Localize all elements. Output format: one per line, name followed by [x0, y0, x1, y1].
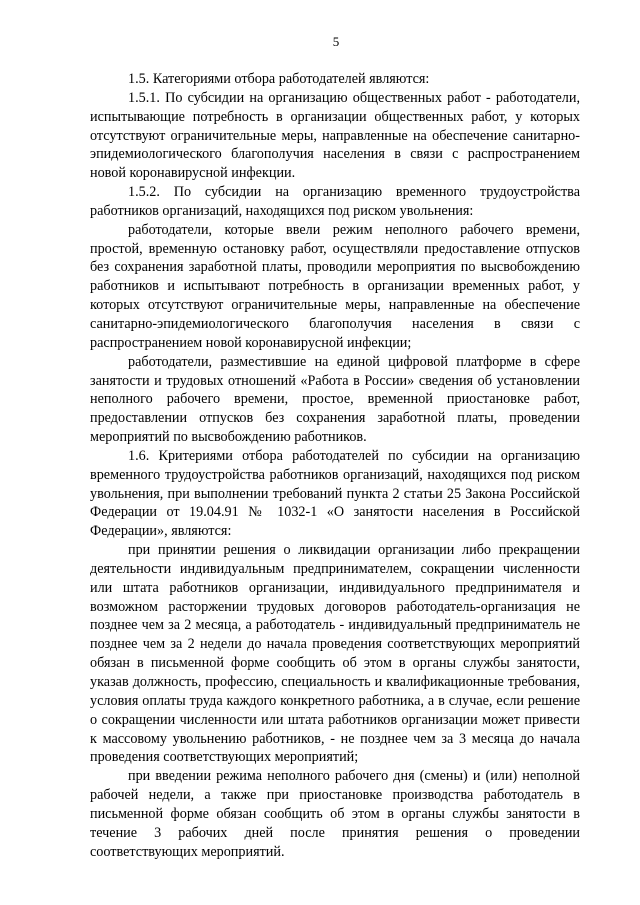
paragraph-1-5: 1.5. Категориями отбора работодателей являются:: [128, 71, 430, 87]
paragraph-1-6: 1.6. Критериями отбора работодателей по субсидии на организацию временного трудоустройства работников организаций, находящихся под риском увольнения, при выполнении требований пункта 2 статьи 25 Закона Российской Федерации от 19.04.91 № 1032-1 «О занятости населения в Российской Федерации», являются:: [90, 447, 580, 540]
page-number: 5: [332, 34, 340, 49]
paragraph-employers-digital-platform: работодатели, разместившие на единой цифровой платформе в сфере занятости и трудовых отношений «Работа в России» сведения об установлении неполного рабочего времени, простое, временной приостановке работ, предоставлении отпусков без сохранения заработной платы, проведении мероприятий по высвобождению работников.: [90, 353, 580, 446]
paragraph-1-5-2: 1.5.2. По субсидии на организацию временного трудоустройства работников организаций, находящихся под риском увольнения:: [90, 184, 580, 219]
paragraph-employers-reduced-time: работодатели, которые ввели режим неполного рабочего времени, простой, временную остановку работ, осуществляли предоставление отпусков без сохранения заработной платы, проводили мероприятия по высвобождению работников и испытывают потребность в организации временных работ, у которых отсутствуют ограничительные меры, направленные на обеспечение санитарно-эпидемиологического благополучия населения в связи с распространением новой коронавирусной инфекции;: [90, 221, 580, 351]
paragraph-part-time-notice: при введении режима неполного рабочего дня (смены) и (или) неполной рабочей недели, а также при приостановке производства работодатель в письменной форме обязан сообщить об этом в органы службы занятости в течение 3 рабочих дней после принятия решения о проведении соответствующих мероприятий.: [90, 768, 580, 860]
paragraph-liquidation-notice: при принятии решения о ликвидации организации либо прекращении деятельности индивидуальным предпринимателем, сокращении численности или штата работников организации, индивидуального предпринимателя и возможном расторжении трудовых договоров работодатель-организация не позднее чем за 2 месяца, а работодатель - индивидуальный предприниматель не позднее чем за 2 недели до начала проведения соответствующих мероприятий обязан в письменной форме сообщить об этом в органы службы занятости, указав должность, профессию, специальность и квалификационные требования, условия оплаты труда каждого конкретного работника, а в случае, если решение о сокращении численности или штата работников организации может привести к массовому увольнению работников, - не позднее чем за 3 месяца до начала проведения соответствующих мероприятий;: [90, 542, 580, 766]
document-body: [90, 70, 580, 861]
paragraph-1-5-1: 1.5.1. По субсидии на организацию общественных работ - работодатели, испытывающие потребность в организации общественных работ, у которых отсутствуют ограничительные меры, направленные на обеспечение санитарно-эпидемиологического благополучия населения в связи с распространением новой коронавирусной инфекции.: [90, 89, 580, 182]
